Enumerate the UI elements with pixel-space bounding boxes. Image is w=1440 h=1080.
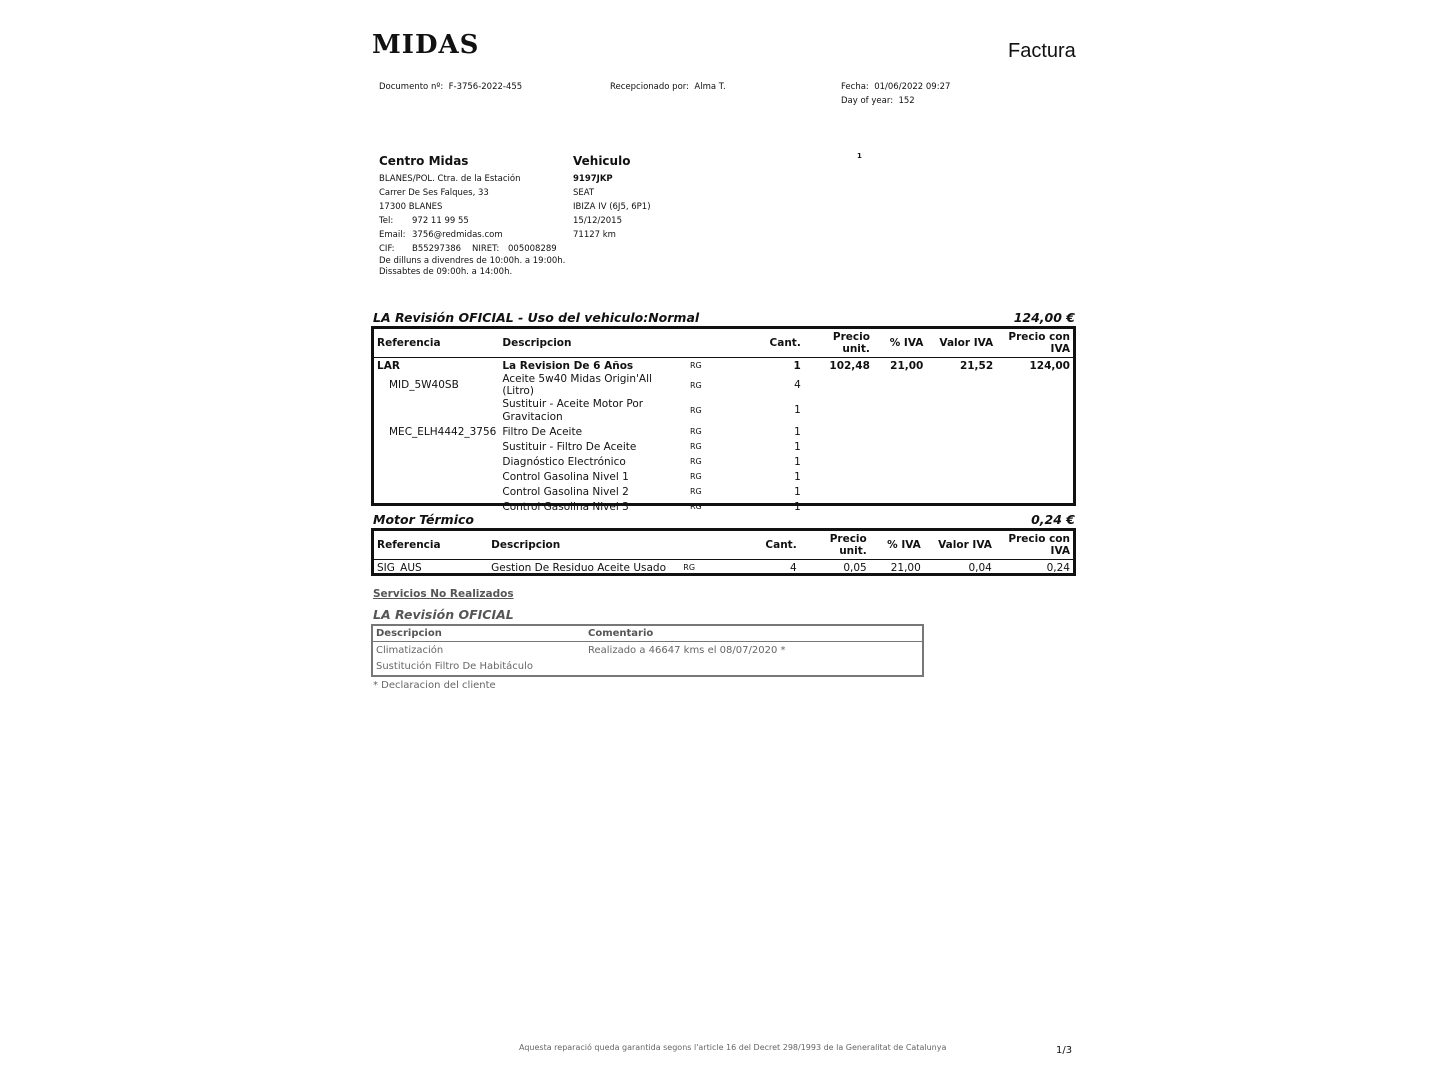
table-row: Control Gasolina Nivel 1 RG 1 [502, 470, 801, 483]
vehicle-plate: 9197JKP [573, 174, 613, 184]
table-row: Sustituir - Aceite Motor Por Gravitacion RG 1 [502, 397, 801, 423]
no-realizados-table [371, 624, 924, 677]
vehiculo-title: Vehiculo [573, 154, 631, 168]
centro-tel: Tel: 972 11 99 55 [379, 216, 469, 226]
table-row: LAR La Revision De 6 Años RG 1 102,48 21,00 21,52 124,00 [377, 359, 1070, 372]
no-realizados-title: LA Revisión OFICIAL [373, 607, 514, 622]
page-mark: 1 [857, 152, 862, 160]
footer-text: Aquesta reparació queda garantida segons l'article 16 del Decret 298/1993 de la Generalitat de Catalunya [519, 1043, 947, 1052]
fecha: Fecha: 01/06/2022 09:27 [841, 82, 951, 92]
day-of-year: Day of year: 152 [841, 96, 915, 106]
client-note: * Declaracion del cliente [373, 680, 496, 691]
document-title: Factura [1008, 40, 1076, 62]
table-row: Diagnóstico Electrónico RG 1 [502, 455, 801, 468]
centro-cif: CIF: B55297386 NIRET: 005008289 [379, 244, 557, 254]
vehiculo-details: 9197JKP SEAT IBIZA IV (6J5, 6P1) 15/12/2015 71127 km [573, 174, 651, 240]
midas-logo: MIDAS [372, 30, 480, 60]
no-realizados-heading: Servicios No Realizados [373, 588, 514, 600]
section2-total: 0,24 € [1031, 512, 1075, 527]
recepcionado-por: Recepcionado por: Alma T. [610, 82, 726, 92]
section1-total: 124,00 € [1013, 310, 1075, 325]
centro-hours: De dilluns a divendres de 10:00h. a 19:00h. Dissabtes de 09:00h. a 14:00h. [379, 256, 566, 277]
table-row: Control Gasolina Nivel 2 RG 1 [502, 485, 801, 498]
table-row: Control Gasolina Nivel 3 RG 1 [502, 500, 801, 513]
section2-title: Motor Térmico [373, 512, 474, 527]
page-number: 1/3 [1056, 1045, 1073, 1056]
table-row: Sustituir - Filtro De Aceite RG 1 [502, 440, 801, 453]
documento-number: Documento nº: F-3756-2022-455 [379, 82, 523, 92]
section2-table [371, 528, 1076, 576]
table-header: Descripcion Comentario [373, 626, 922, 642]
centro-email: Email: 3756@redmidas.com [379, 230, 503, 240]
table-row: MID_5W40SB Aceite 5w40 Midas Origin'All (Litro) RG 4 [389, 373, 801, 397]
centro-title: Centro Midas [379, 154, 469, 168]
table-header: Referencia Descripcion Cant. Precio unit. % IVA Valor IVA Precio con IVA [374, 531, 1073, 560]
table-row: SIG_AUS Gestion De Residuo Aceite Usado RG 4 0,05 21,00 0,04 0,24 [377, 561, 1070, 574]
centro-details: BLANES/POL. Ctra. de la Estación Carrer De Ses Falques, 33 17300 BLANES Tel: 972 11 99 55 Email: 3756@redmidas.com CIF: B55297386 NIRET: 005008289 [379, 172, 579, 256]
table-row: Climatización Realizado a 46647 kms el 08/07/2020 * [376, 644, 786, 656]
section1-table [371, 326, 1076, 513]
table-row: MEC_ELH4442_3756 Filtro De Aceite RG 1 [389, 425, 801, 438]
section1-title: LA Revisión OFICIAL - Uso del vehiculo:Normal [373, 310, 700, 325]
table-row: Sustitución Filtro De Habitáculo [376, 660, 534, 672]
table-header: Referencia Descripcion Cant. Precio unit. % IVA Valor IVA Precio con IVA [374, 329, 1073, 358]
